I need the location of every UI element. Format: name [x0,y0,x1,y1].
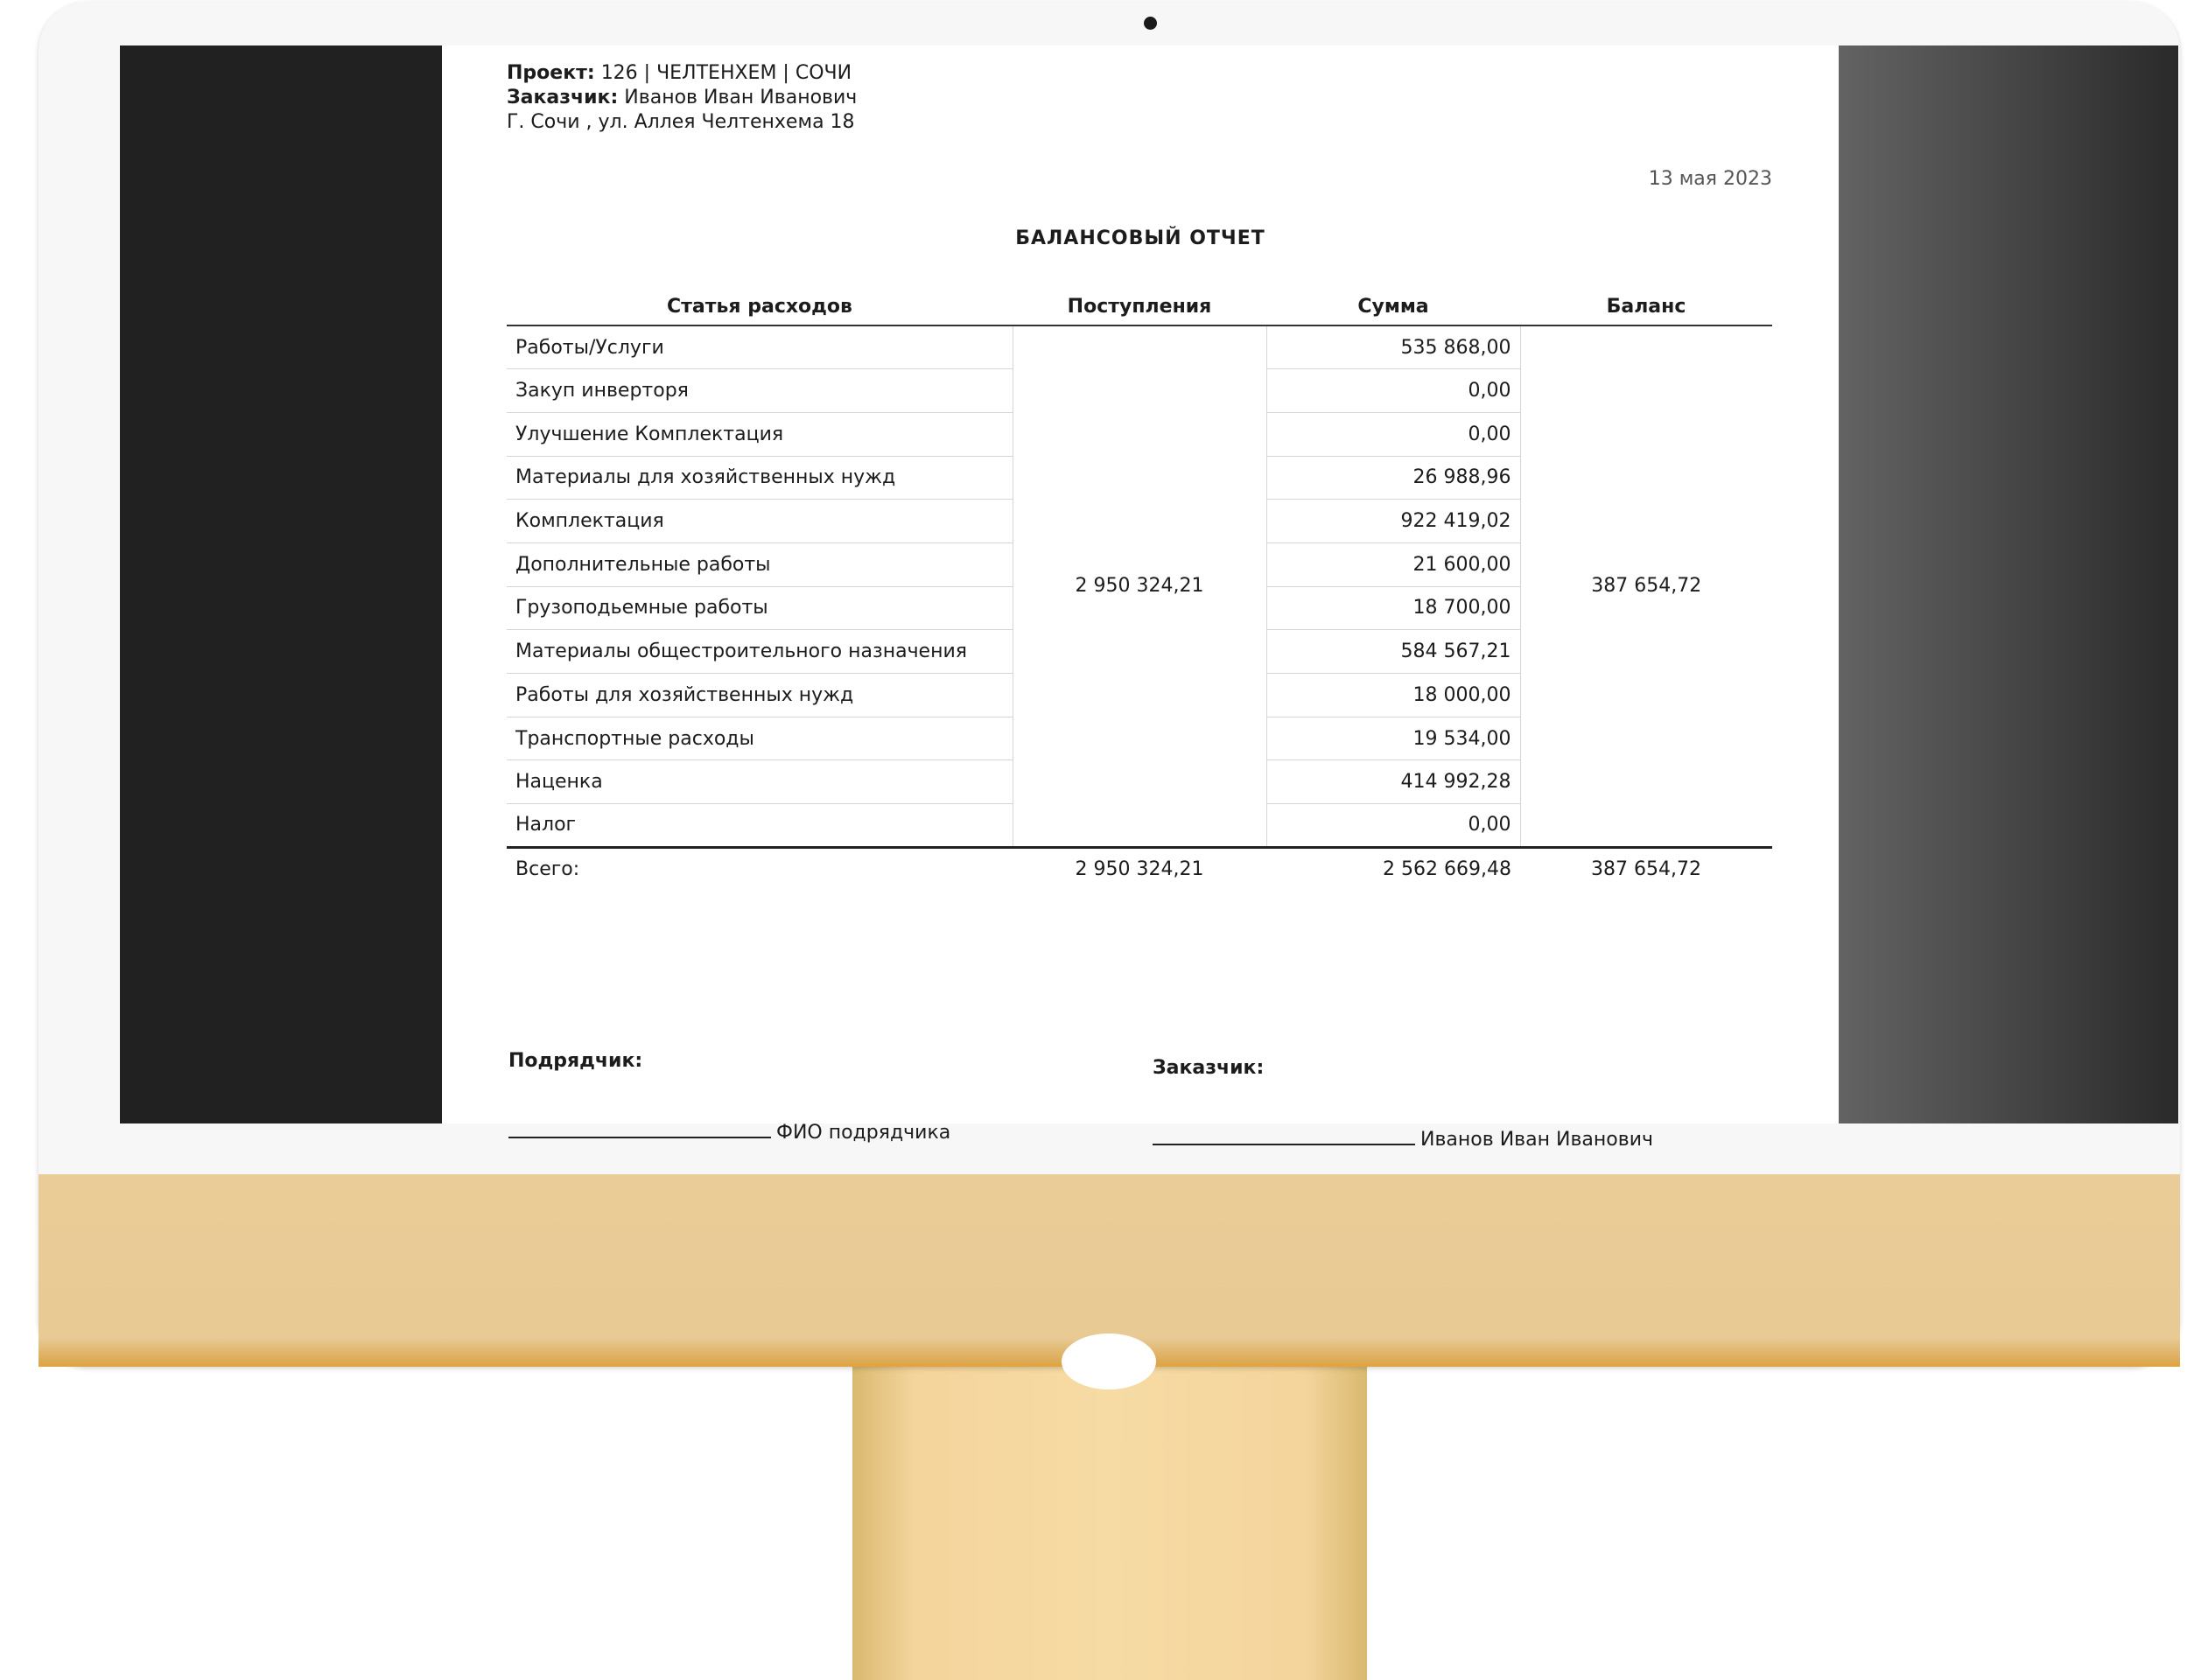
row-sum: 18 700,00 [1266,586,1520,630]
header-item: Статья расходов [507,282,1013,326]
row-item: Работы/Услуги [507,326,1013,369]
project-label: Проект: [507,62,595,84]
header-balance: Баланс [1520,282,1772,326]
row-item: Грузоподьемные работы [507,586,1013,630]
customer-sign-label: Заказчик: [1153,1057,1265,1079]
row-item: Комплектация [507,500,1013,543]
table-body [507,326,1772,891]
total-balance: 387 654,72 [1520,847,1772,891]
row-item: Закуп инверторя [507,369,1013,413]
row-sum: 19 534,00 [1266,717,1520,760]
total-sum: 2 562 669,48 [1266,847,1520,891]
row-item: Транспортные расходы [507,717,1013,760]
stand-notch [1062,1334,1156,1390]
balance-cell: 387 654,72 [1591,575,1702,598]
customer-name: Иванов Иван Иванович [1420,1129,1653,1151]
contractor-label: Подрядчик: [508,1050,643,1072]
screen [120,46,2178,1151]
row-item: Налог [507,804,1013,848]
contractor-signature-line [508,1123,771,1138]
address-line: Г. Сочи , ул. Аллея Челтенхема 18 [507,111,855,133]
total-row [507,847,1772,891]
contractor-sign-line [508,1122,950,1144]
customer-line [507,86,857,110]
customer-signature-line [1153,1130,1415,1145]
contractor-signature [508,1050,642,1072]
doc-date: 13 мая 2023 [1648,168,1772,190]
row-sum: 18 000,00 [1266,674,1520,718]
customer-label: Заказчик: [507,87,619,108]
row-item: Наценка [507,760,1013,804]
row-sum: 0,00 [1266,804,1520,848]
customer-value: Иванов Иван Иванович [624,87,858,108]
doc-title: БАЛАНСОВЫЙ ОТЧЕТ [1015,228,1265,249]
total-income: 2 950 324,21 [1013,847,1266,891]
row-item: Материалы для хозяйственных нужд [507,456,1013,500]
customer-signature [1153,1057,1264,1079]
row-sum: 922 419,02 [1266,500,1520,543]
screen-left-background [120,46,442,1124]
header-income: Поступления [1013,282,1266,326]
row-sum: 0,00 [1266,412,1520,456]
row-sum: 414 992,28 [1266,760,1520,804]
row-sum: 21 600,00 [1266,542,1520,586]
row-item: Работы для хозяйственных нужд [507,674,1013,718]
customer-sign-line [1153,1129,1653,1151]
doc-header [507,61,857,135]
report-document [442,46,1839,1151]
income-cell: 2 950 324,21 [1013,326,1266,847]
project-line [507,61,857,86]
project-value: 126 | ЧЕЛТЕНХЕМ | СОЧИ [600,62,852,84]
camera-dot [1144,17,1157,30]
table-row [507,326,1772,369]
total-label: Всего: [507,847,1013,891]
monitor-stand [852,1365,1367,1680]
row-sum: 584 567,21 [1266,630,1520,674]
screen-right-background [1839,46,2178,1124]
header-sum: Сумма [1266,282,1520,326]
row-sum: 26 988,96 [1266,456,1520,500]
row-sum: 0,00 [1266,369,1520,413]
contractor-name: ФИО подрядчика [776,1122,951,1144]
table-header-row [507,282,1772,326]
row-item: Улучшение Комплектация [507,412,1013,456]
row-item: Дополнительные работы [507,542,1013,586]
balance-table [507,282,1772,891]
row-item: Материалы общестроительного назначения [507,630,1013,674]
monitor-body [39,2,2180,1367]
row-sum: 535 868,00 [1266,326,1520,369]
